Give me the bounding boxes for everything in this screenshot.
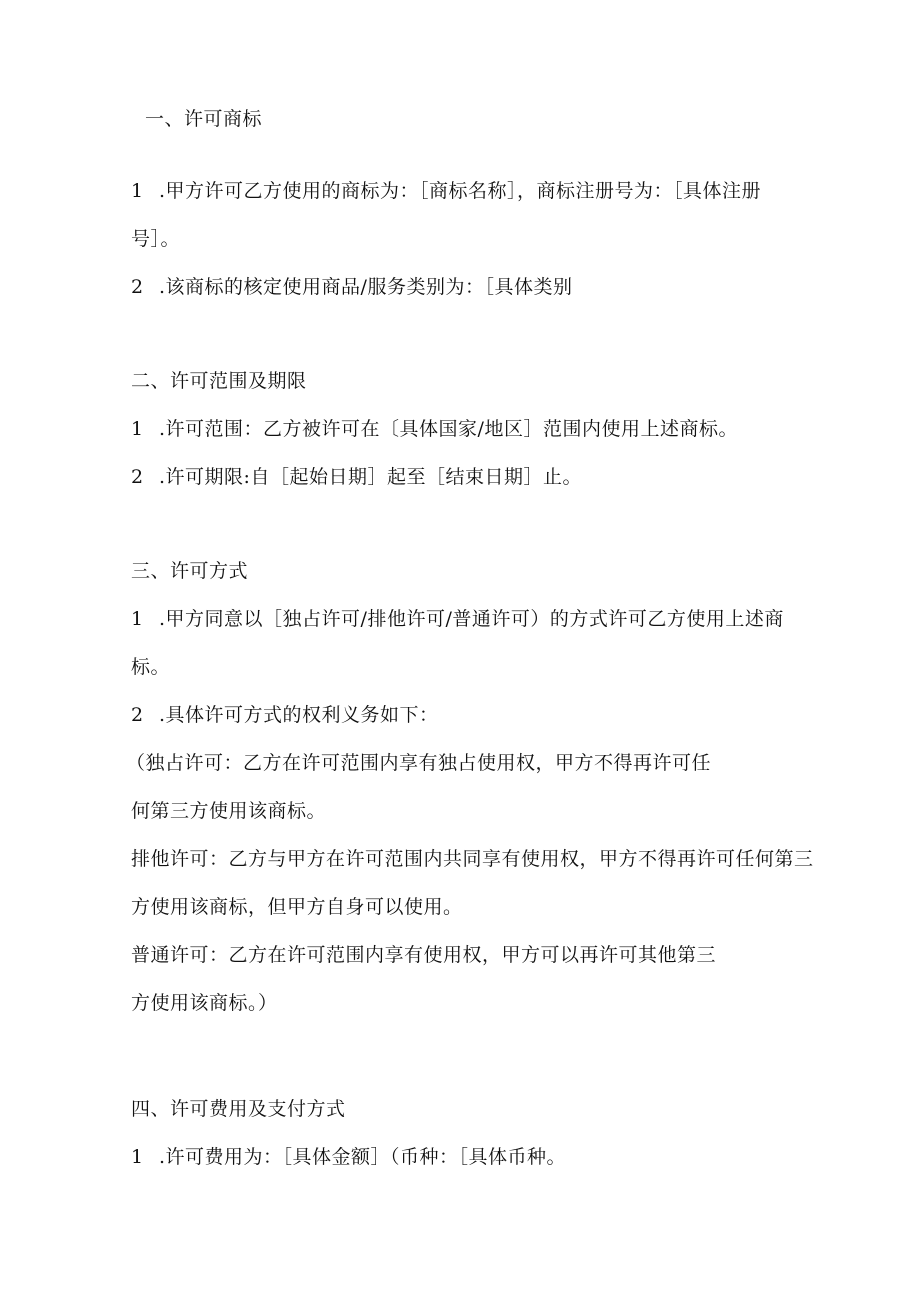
clause-3-2 (131, 703, 439, 727)
detail-line-4: 方使用该商标，但甲方自身可以使用。 (131, 896, 463, 918)
clause-1-1-continued: 号］。 (131, 228, 181, 250)
clause-1-1 (131, 179, 761, 203)
clause-number: 2 (131, 466, 144, 488)
clause-2-2 (131, 465, 582, 489)
detail-line-6: 方使用该商标。） (131, 992, 278, 1014)
clause-number: 1 (131, 180, 144, 202)
clause-text: .许可费用为：［具体金额］（币种：［具体币种。 (159, 1146, 567, 1168)
detail-line-3: 排他许可：乙方与甲方在许可范围内共同享有使用权，甲方不得再许可任何第三 (131, 848, 814, 870)
detail-line-2: 何第三方使用该商标。 (131, 800, 327, 822)
clause-number: 2 (131, 704, 144, 726)
clause-3-1-continued: 标。 (131, 656, 171, 678)
clause-text: .许可范围：乙方被许可在〔具体国家/地区］范围内使用上述商标。 (159, 418, 738, 440)
clause-text: .具体许可方式的权利义务如下： (159, 704, 439, 726)
clause-number: 1 (131, 608, 144, 630)
clause-text: .甲方许可乙方使用的商标为：［商标名称］，商标注册号为：［具体注册 (159, 180, 762, 202)
clause-3-1 (131, 607, 784, 631)
detail-line-5: 普通许可：乙方在许可范围内享有使用权，甲方可以再许可其他第三 (131, 944, 717, 966)
clause-4-1 (131, 1145, 566, 1169)
clause-number: 1 (131, 418, 144, 440)
clause-2-1 (131, 417, 738, 441)
section-heading-3: 三、许可方式 (131, 560, 249, 582)
clause-number: 2 (131, 276, 144, 298)
clause-text: .许可期限:自［起始日期］起至［结束日期］止。 (159, 466, 582, 488)
section-heading-4: 四、许可费用及支付方式 (131, 1098, 346, 1120)
section-heading-1: 一、许可商标 (145, 108, 263, 130)
clause-number: 1 (131, 1146, 144, 1168)
clause-text: .该商标的核定使用商品/服务类别为：［具体类别 (159, 276, 573, 298)
clause-1-2 (131, 275, 572, 299)
clause-text: .甲方同意以［独占许可/排他许可/普通许可）的方式许可乙方使用上述商 (159, 608, 784, 630)
section-heading-2: 二、许可范围及期限 (131, 370, 307, 392)
detail-line-1: （独占许可：乙方在许可范围内享有独占使用权，甲方不得再许可任 (126, 752, 712, 774)
